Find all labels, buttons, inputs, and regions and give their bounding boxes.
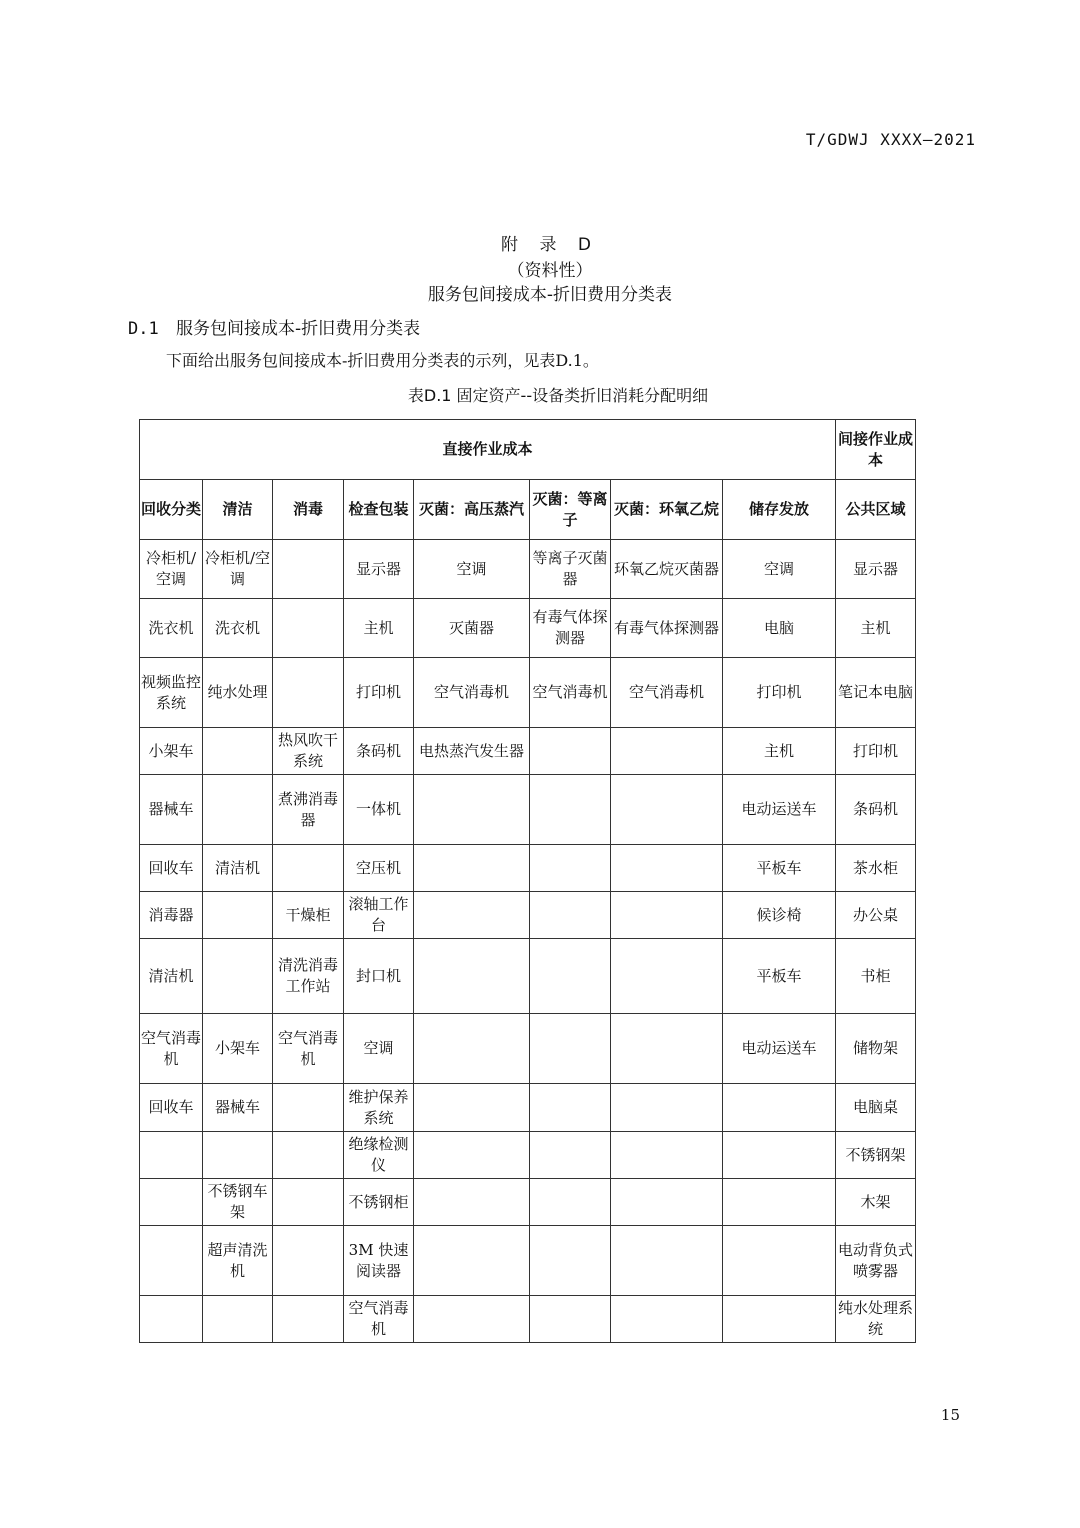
table-cell: 热风吹干系统 <box>273 728 344 775</box>
table-cell <box>273 1179 344 1226</box>
appendix-name: 服务包间接成本-折旧费用分类表 <box>427 285 673 305</box>
table-cell: 打印机 <box>836 728 916 775</box>
column-header: 公共区域 <box>836 480 916 540</box>
column-header-row <box>140 480 916 540</box>
table-cell <box>273 540 344 599</box>
table-cell <box>140 1296 203 1343</box>
column-header: 消毒 <box>273 480 344 540</box>
table-cell: 不锈钢架 <box>836 1132 916 1179</box>
group-direct-cost: 直接作业成本 <box>140 420 836 480</box>
table-cell: 条码机 <box>344 728 414 775</box>
column-header: 清洁 <box>203 480 273 540</box>
table-cell: 回收车 <box>140 1084 203 1132</box>
table-row <box>140 892 916 939</box>
table-row <box>140 845 916 892</box>
table-cell <box>611 1014 723 1084</box>
table-cell: 书柜 <box>836 939 916 1014</box>
table-row <box>140 1226 916 1296</box>
table-cell <box>530 775 611 845</box>
table-cell: 冷柜机/空调 <box>140 540 203 599</box>
table-cell <box>203 939 273 1014</box>
table-cell: 滚轴工作台 <box>344 892 414 939</box>
table-cell: 视频监控系统 <box>140 658 203 728</box>
table-cell <box>530 1132 611 1179</box>
column-header: 灭菌：高压蒸汽 <box>414 480 530 540</box>
intro-paragraph: 下面给出服务包间接成本-折旧费用分类表的示列，见表D.1。 <box>166 351 599 370</box>
column-header: 储存发放 <box>723 480 836 540</box>
table-cell <box>611 775 723 845</box>
table-cell <box>414 1084 530 1132</box>
table-cell: 冷柜机/空调 <box>203 540 273 599</box>
table-cell: 环氧乙烷灭菌器 <box>611 540 723 599</box>
table-cell: 清洁机 <box>140 939 203 1014</box>
table-cell <box>414 939 530 1014</box>
table-cell <box>530 728 611 775</box>
table-cell: 纯水处理 <box>203 658 273 728</box>
table-cell <box>611 1179 723 1226</box>
table-cell <box>611 892 723 939</box>
table-cell: 有毒气体探测器 <box>611 599 723 658</box>
table-row <box>140 775 916 845</box>
group-header-row <box>140 420 916 480</box>
table-cell: 空气消毒机 <box>414 658 530 728</box>
table-cell <box>273 658 344 728</box>
table-cell <box>414 1132 530 1179</box>
table-cell <box>530 845 611 892</box>
table-cell: 一体机 <box>344 775 414 845</box>
table-cell: 小架车 <box>203 1014 273 1084</box>
table-cell: 器械车 <box>203 1084 273 1132</box>
table-cell: 打印机 <box>344 658 414 728</box>
table-cell <box>140 1226 203 1296</box>
table-cell <box>530 1296 611 1343</box>
table-cell: 清洗消毒工作站 <box>273 939 344 1014</box>
table-cell: 空调 <box>723 540 836 599</box>
table-cell: 主机 <box>723 728 836 775</box>
table-cell: 电脑 <box>723 599 836 658</box>
table-cell: 回收车 <box>140 845 203 892</box>
table-cell: 清洁机 <box>203 845 273 892</box>
section-number: D.1 <box>128 319 159 339</box>
table-cell <box>273 599 344 658</box>
table-cell: 电动运送车 <box>723 775 836 845</box>
table-cell <box>723 1084 836 1132</box>
table-cell <box>611 845 723 892</box>
appendix-nature: （资料性） <box>507 261 593 281</box>
table-cell: 灭菌器 <box>414 599 530 658</box>
table-cell: 显示器 <box>344 540 414 599</box>
table-row <box>140 939 916 1014</box>
table-cell <box>530 1226 611 1296</box>
table-cell <box>530 1014 611 1084</box>
table-cell: 空压机 <box>344 845 414 892</box>
table-cell <box>203 728 273 775</box>
depreciation-table <box>139 419 916 1343</box>
table-cell <box>611 939 723 1014</box>
table-cell <box>414 1014 530 1084</box>
column-header: 检查包装 <box>344 480 414 540</box>
table-cell <box>203 775 273 845</box>
table-cell <box>611 1084 723 1132</box>
table-cell: 3M 快速阅读器 <box>344 1226 414 1296</box>
table-cell: 空气消毒机 <box>140 1014 203 1084</box>
table-cell: 平板车 <box>723 939 836 1014</box>
group-indirect-cost: 间接作业成本 <box>836 420 916 480</box>
table-row <box>140 728 916 775</box>
table-cell <box>140 1132 203 1179</box>
table-cell <box>203 1132 273 1179</box>
document-code: T/GDWJ XXXX—2021 <box>805 130 976 149</box>
table-cell <box>203 1296 273 1343</box>
table-cell <box>414 1179 530 1226</box>
table-cell: 电动背负式喷雾器 <box>836 1226 916 1296</box>
table-cell: 木架 <box>836 1179 916 1226</box>
table-cell: 超声清洗机 <box>203 1226 273 1296</box>
table-cell: 不锈钢车架 <box>203 1179 273 1226</box>
table-cell: 平板车 <box>723 845 836 892</box>
table-cell <box>414 892 530 939</box>
page-number: 15 <box>940 1406 960 1424</box>
table-cell <box>273 1296 344 1343</box>
table-cell <box>530 1084 611 1132</box>
table-cell <box>723 1132 836 1179</box>
table-cell <box>611 1226 723 1296</box>
table-row <box>140 1014 916 1084</box>
table-cell <box>611 728 723 775</box>
table-cell <box>723 1226 836 1296</box>
table-cell: 器械车 <box>140 775 203 845</box>
table-cell <box>530 939 611 1014</box>
table-cell: 空调 <box>344 1014 414 1084</box>
table-row <box>140 658 916 728</box>
table-cell <box>530 1179 611 1226</box>
table-row <box>140 1179 916 1226</box>
table-cell: 电脑桌 <box>836 1084 916 1132</box>
table-cell <box>273 845 344 892</box>
table-caption: 表D.1 固定资产--设备类折旧消耗分配明细 <box>407 386 709 405</box>
table-cell: 绝缘检测仪 <box>344 1132 414 1179</box>
table-cell: 消毒器 <box>140 892 203 939</box>
table-cell: 主机 <box>836 599 916 658</box>
table-cell <box>530 892 611 939</box>
table-cell <box>611 1296 723 1343</box>
table-cell: 电动运送车 <box>723 1014 836 1084</box>
column-header: 灭菌：环氧乙烷 <box>611 480 723 540</box>
table-cell <box>273 1226 344 1296</box>
table-cell: 笔记本电脑 <box>836 658 916 728</box>
table-cell: 有毒气体探测器 <box>530 599 611 658</box>
table-cell: 空调 <box>414 540 530 599</box>
table-cell: 电热蒸汽发生器 <box>414 728 530 775</box>
table-cell <box>273 1084 344 1132</box>
table-cell: 洗衣机 <box>203 599 273 658</box>
table-cell: 不锈钢柜 <box>344 1179 414 1226</box>
appendix-title: 附 录 D <box>501 235 599 255</box>
table-cell <box>723 1296 836 1343</box>
column-header: 灭菌：等离子 <box>530 480 611 540</box>
table-cell <box>611 1132 723 1179</box>
table-row <box>140 540 916 599</box>
table-cell: 空气消毒机 <box>344 1296 414 1343</box>
section-heading <box>128 314 420 339</box>
table-cell: 封口机 <box>344 939 414 1014</box>
table-cell: 煮沸消毒器 <box>273 775 344 845</box>
table-cell: 干燥柜 <box>273 892 344 939</box>
table-cell: 办公桌 <box>836 892 916 939</box>
table-cell: 条码机 <box>836 775 916 845</box>
table-cell: 储物架 <box>836 1014 916 1084</box>
column-header: 回收分类 <box>140 480 203 540</box>
table-row <box>140 1132 916 1179</box>
table-cell: 显示器 <box>836 540 916 599</box>
table-cell <box>414 845 530 892</box>
table-cell: 空气消毒机 <box>611 658 723 728</box>
table-cell: 空气消毒机 <box>530 658 611 728</box>
table-cell: 打印机 <box>723 658 836 728</box>
section-title: 服务包间接成本-折旧费用分类表 <box>176 319 421 339</box>
table-cell <box>203 892 273 939</box>
table-cell <box>723 1179 836 1226</box>
table-cell: 空气消毒机 <box>273 1014 344 1084</box>
table-cell <box>414 1226 530 1296</box>
table-cell: 小架车 <box>140 728 203 775</box>
table-cell <box>414 775 530 845</box>
table-row <box>140 1296 916 1343</box>
table-cell: 等离子灭菌器 <box>530 540 611 599</box>
table-cell <box>140 1179 203 1226</box>
table-cell: 茶水柜 <box>836 845 916 892</box>
table-cell: 洗衣机 <box>140 599 203 658</box>
table-cell: 纯水处理系统 <box>836 1296 916 1343</box>
table-cell: 候诊椅 <box>723 892 836 939</box>
table-row <box>140 599 916 658</box>
table-cell <box>414 1296 530 1343</box>
table-cell: 主机 <box>344 599 414 658</box>
table-cell: 维护保养系统 <box>344 1084 414 1132</box>
table-row <box>140 1084 916 1132</box>
table-cell <box>273 1132 344 1179</box>
